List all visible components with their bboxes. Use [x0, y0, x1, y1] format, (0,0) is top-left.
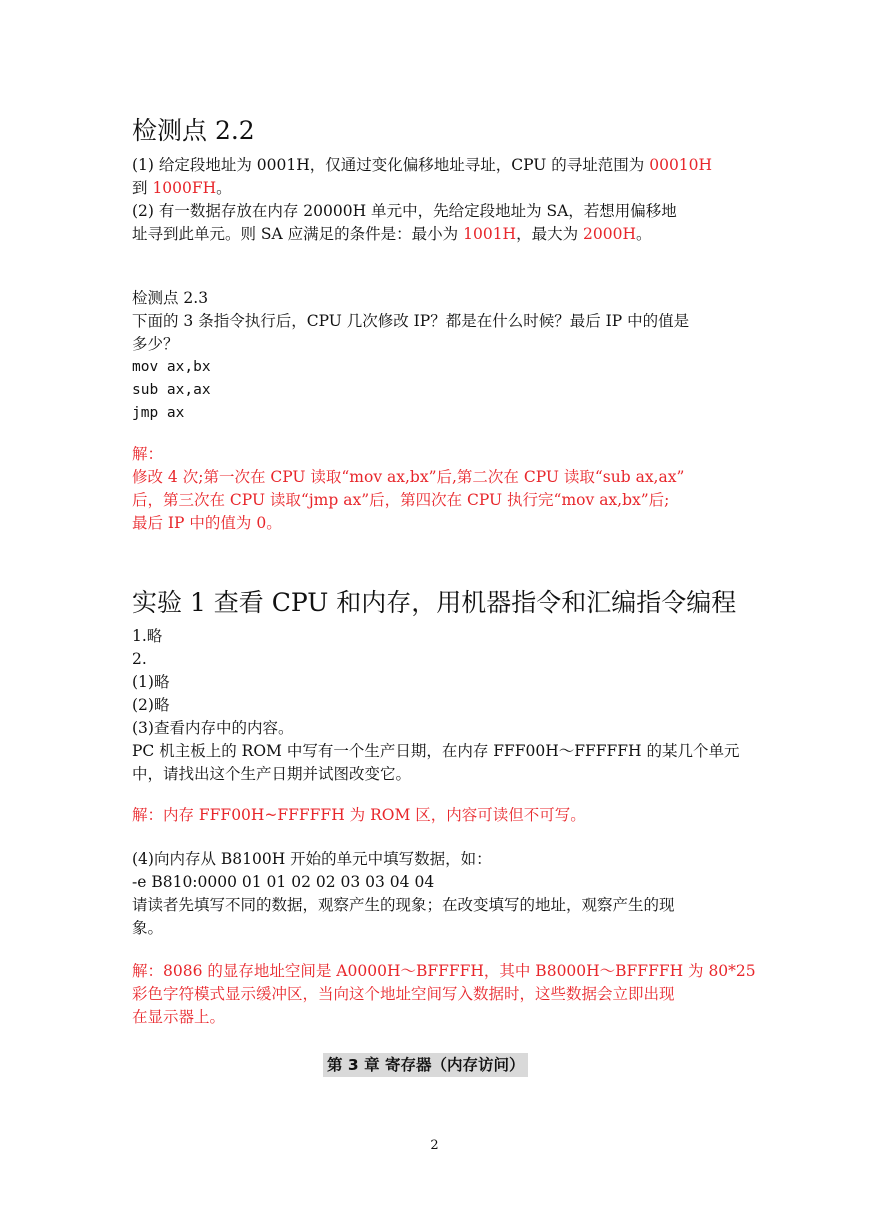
q4-command: -e B810:0000 01 01 02 02 03 03 04 04 — [132, 873, 435, 891]
q2-answer-min: 1001H — [463, 225, 517, 243]
list-item: 1.略 — [132, 627, 163, 645]
q3-line: 中，请找出这个生产日期并试图改变它。 — [132, 765, 412, 783]
answer-line: 解：8086 的显存地址空间是 A0000H～BFFFFH，其中 B8000H～BFFFFH 为 80*25 — [132, 962, 756, 980]
q1-line1: (1) 给定段地址为 0001H，仅通过变化偏移地址寻址，CPU 的寻址范围为 00010H — [132, 156, 713, 174]
answer-4 — [132, 960, 756, 1029]
q1-answer-end: 1000FH — [152, 179, 217, 197]
answer-2-3 — [132, 443, 742, 535]
q4-text-line: 请读者先填写不同的数据，观察产生的现象；在改变填写的地址，观察产生的现 — [132, 896, 675, 914]
section-title-2-3: 检测点 2.3 — [132, 289, 209, 307]
experiment-1-items — [132, 625, 742, 786]
section-2-3 — [132, 287, 742, 425]
list-item: (1)略 — [132, 673, 170, 691]
q2-line1: (2) 有一数据存放在内存 20000H 单元中，先给定段地址为 SA，若想用偏移地 — [132, 202, 677, 220]
answer-line: 最后 IP 中的值为 0。 — [132, 514, 282, 532]
q2-line2: 址寻到此单元。则 SA 应满足的条件是：最小为 1001H，最大为 2000H。 — [132, 225, 652, 243]
code-line: mov ax,bx — [132, 359, 211, 375]
answer-line: 后，第三次在 CPU 读取“jmp ax”后，第四次在 CPU 执行完“mov ax,bx”后; — [132, 491, 670, 509]
section-title-2-2: 检测点 2.2 — [132, 116, 255, 145]
q2-answer-max: 2000H — [583, 225, 636, 243]
q3-line: PC 机主板上的 ROM 中写有一个生产日期，在内存 FFF00H～FFFFFH 的某几个单元 — [132, 742, 740, 760]
q1-answer-start: 00010H — [649, 156, 713, 174]
answer-line: 修改 4 次;第一次在 CPU 读取“mov ax,bx”后,第二次在 CPU 读取“sub ax,ax” — [132, 468, 685, 486]
answer-line: 彩色字符模式显示缓冲区，当向这个地址空间写入数据时，这些数据会立即出现 — [132, 985, 675, 1003]
answer-3: 解：内存 FFF00H~FFFFFH 为 ROM 区，内容可读但不可写。 — [132, 806, 586, 824]
question-line: 多少？ — [132, 335, 179, 353]
experiment-1-title: 实验 1 查看 CPU 和内存，用机器指令和汇编指令编程 — [132, 588, 737, 617]
page-number: 2 — [430, 1138, 439, 1153]
answer-label: 解： — [132, 445, 164, 463]
code-line: sub ax,ax — [132, 382, 211, 398]
question-4 — [132, 848, 742, 940]
q4-text-line: 象。 — [132, 919, 164, 937]
q1-line2: 到 1000FH。 — [132, 179, 232, 197]
list-item: 2. — [132, 650, 147, 668]
q4-title: (4)向内存从 B8100H 开始的单元中填写数据，如： — [132, 850, 492, 868]
chapter-heading: 第 3 章 寄存器（内存访问） — [323, 1053, 528, 1077]
answer-line: 在显示器上。 — [132, 1008, 226, 1026]
question-2-2 — [132, 154, 742, 246]
list-item: (3)查看内存中的内容。 — [132, 719, 294, 737]
list-item: (2)略 — [132, 696, 170, 714]
question-line: 下面的 3 条指令执行后，CPU 几次修改 IP？都是在什么时候？最后 IP 中的值是 — [132, 312, 690, 330]
code-line: jmp ax — [132, 405, 185, 421]
